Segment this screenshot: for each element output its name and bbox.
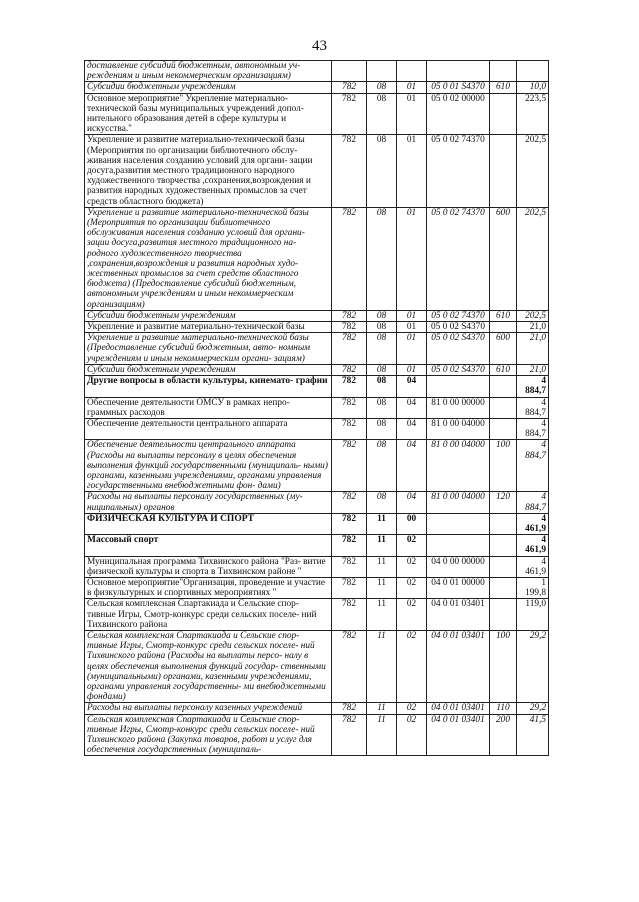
cell-target-article: 81 0 00 04000 <box>427 492 490 513</box>
cell-target-article: 81 0 00 04000 <box>427 440 490 492</box>
table-row <box>85 82 549 93</box>
cell-grbs-code: 782 <box>332 333 367 365</box>
cell-expense-type <box>490 577 517 598</box>
cell-section-code: 08 <box>367 418 397 439</box>
cell-section-code: 08 <box>367 207 397 310</box>
cell-subsection-code: 01 <box>397 322 427 333</box>
cell-target-article: 81 0 00 04000 <box>427 418 490 439</box>
cell-subsection-code: 01 <box>397 82 427 93</box>
cell-grbs-code: 782 <box>332 703 367 714</box>
cell-grbs-code: 782 <box>332 310 367 321</box>
cell-name: Массовый спорт <box>85 535 332 556</box>
cell-amount: 1 199,8 <box>517 577 549 598</box>
cell-amount <box>517 61 549 82</box>
cell-subsection-code: 02 <box>397 630 427 702</box>
cell-expense-type <box>490 322 517 333</box>
cell-expense-type <box>490 418 517 439</box>
cell-subsection-code: 01 <box>397 333 427 365</box>
cell-section-code: 11 <box>367 556 397 577</box>
cell-section-code: 11 <box>367 703 397 714</box>
cell-section-code: 08 <box>367 93 397 135</box>
cell-subsection-code: 02 <box>397 703 427 714</box>
cell-grbs-code: 782 <box>332 364 367 375</box>
cell-target-article: 05 0 02 74370 <box>427 135 490 207</box>
cell-name: Обеспечение деятельности центрального аппарата <box>85 418 332 439</box>
cell-expense-type: 110 <box>490 703 517 714</box>
cell-subsection-code: 01 <box>397 207 427 310</box>
table-row <box>85 135 549 207</box>
cell-amount: 4 884,7 <box>517 492 549 513</box>
page-number: 43 <box>312 38 327 54</box>
cell-amount: 4 884,7 <box>517 376 549 397</box>
cell-grbs-code: 782 <box>332 135 367 207</box>
cell-grbs-code: 782 <box>332 492 367 513</box>
cell-expense-type: 610 <box>490 82 517 93</box>
cell-name: Укрепление и развитие материально-технической базы (Мероприятия по организации библиотечного обслуживания населения созданию условий для органи- зации досуга,развития местного традиционного на- родного художественного творчества ,сохранения,возрождения и развития народных худо- жественных промыслов за счет средств областного бюджета) (Предоставление субсидий бюджетным, автономным учреждениям и иным некоммерческим организациям) <box>85 207 332 310</box>
cell-section-code: 08 <box>367 440 397 492</box>
cell-name: Основное мероприятие" Укрепление материально- технической базы муниципальных учреждений допол- нительного образования детей в сфере культуры и искусства." <box>85 93 332 135</box>
cell-subsection-code: 00 <box>397 513 427 534</box>
cell-grbs-code: 782 <box>332 577 367 598</box>
cell-target-article: 04 0 01 03401 <box>427 714 490 756</box>
table-row <box>85 364 549 375</box>
cell-expense-type: 600 <box>490 333 517 365</box>
cell-expense-type: 100 <box>490 630 517 702</box>
cell-grbs-code: 782 <box>332 376 367 397</box>
cell-target-article <box>427 535 490 556</box>
cell-expense-type <box>490 135 517 207</box>
cell-amount: 21,0 <box>517 333 549 365</box>
cell-target-article: 05 0 02 S4370 <box>427 322 490 333</box>
cell-expense-type <box>490 556 517 577</box>
cell-section-code: 11 <box>367 714 397 756</box>
cell-name: Расходы на выплаты персоналу государственных (му- ниципальных) органов <box>85 492 332 513</box>
cell-grbs-code: 782 <box>332 556 367 577</box>
cell-grbs-code: 782 <box>332 322 367 333</box>
table-row <box>85 376 549 397</box>
table-row <box>85 397 549 418</box>
budget-table <box>84 60 549 756</box>
cell-target-article: 05 0 02 S4370 <box>427 364 490 375</box>
cell-name: Субсидии бюджетным учреждениям <box>85 364 332 375</box>
cell-target-article <box>427 376 490 397</box>
cell-amount: 119,0 <box>517 599 549 631</box>
table-row <box>85 703 549 714</box>
cell-amount: 202,5 <box>517 135 549 207</box>
cell-name: Укрепление и развитие материально-технической базы <box>85 322 332 333</box>
cell-name: доставление субсидий бюджетным, автономным уч- реждениям и иным некоммерческим организациям) <box>85 61 332 82</box>
cell-expense-type: 600 <box>490 207 517 310</box>
table-row <box>85 492 549 513</box>
cell-amount: 29,2 <box>517 630 549 702</box>
table-row <box>85 207 549 310</box>
cell-section-code: 08 <box>367 364 397 375</box>
cell-grbs-code <box>332 61 367 82</box>
table-row <box>85 322 549 333</box>
cell-section-code: 08 <box>367 322 397 333</box>
cell-expense-type: 610 <box>490 310 517 321</box>
cell-section-code: 11 <box>367 599 397 631</box>
cell-amount: 4 884,7 <box>517 418 549 439</box>
cell-name: Субсидии бюджетным учреждениям <box>85 82 332 93</box>
table-row <box>85 61 549 82</box>
cell-subsection-code <box>397 61 427 82</box>
cell-subsection-code: 02 <box>397 714 427 756</box>
cell-expense-type: 610 <box>490 364 517 375</box>
cell-section-code: 11 <box>367 577 397 598</box>
budget-table-body <box>85 61 549 756</box>
cell-target-article <box>427 513 490 534</box>
table-row <box>85 599 549 631</box>
cell-subsection-code: 02 <box>397 556 427 577</box>
cell-amount: 223,5 <box>517 93 549 135</box>
cell-section-code: 08 <box>367 135 397 207</box>
cell-target-article: 05 0 01 S4370 <box>427 82 490 93</box>
cell-amount: 4 461,9 <box>517 556 549 577</box>
cell-grbs-code: 782 <box>332 82 367 93</box>
table-row <box>85 418 549 439</box>
cell-amount: 41,5 <box>517 714 549 756</box>
cell-expense-type <box>490 376 517 397</box>
cell-name: Сельская комплексная Спартакиада и Сельские спор- тивные Игры, Смотр-конкурс среди сельских поселе- ний Тихвинского района <box>85 599 332 631</box>
cell-subsection-code: 04 <box>397 376 427 397</box>
cell-name: ФИЗИЧЕСКАЯ КУЛЬТУРА И СПОРТ <box>85 513 332 534</box>
table-row <box>85 93 549 135</box>
cell-grbs-code: 782 <box>332 207 367 310</box>
cell-expense-type: 200 <box>490 714 517 756</box>
cell-name: Муниципальная программа Тихвинского района "Раз- витие физической культуры и спорта в Тихвинском районе " <box>85 556 332 577</box>
cell-target-article: 81 0 00 00000 <box>427 397 490 418</box>
cell-section-code: 08 <box>367 376 397 397</box>
cell-name: Сельская комплексная Спартакиада и Сельские спор- тивные Игры, Смотр-конкурс среди сельских поселе- ний Тихвинского района (Расходы на выплаты персо- налу в целях обеспечения выполнения функций государ- ственными (муниципальными) органами, казенными учреждениями, органами управления государственны- ми внебюджетными фондами) <box>85 630 332 702</box>
cell-name: Укрепление и развитие материально-технической базы (Предоставление субсидий бюджетным, авто- номным учреждениям и иным некоммерческим органи- зациям) <box>85 333 332 365</box>
cell-section-code: 11 <box>367 630 397 702</box>
table-row <box>85 630 549 702</box>
cell-section-code: 08 <box>367 397 397 418</box>
cell-section-code <box>367 61 397 82</box>
cell-amount: 4 884,7 <box>517 440 549 492</box>
cell-expense-type <box>490 513 517 534</box>
cell-grbs-code: 782 <box>332 440 367 492</box>
cell-name: Укрепление и развитие материально-технической базы (Мероприятия по организации библиотечного обслу- живания населения созданию условий для органи- зации досуга,развития местного традиционного народного художественного творчества ,сохранения,возрождения и развития народных художественных промыслов за счет средств областного бюджета) <box>85 135 332 207</box>
cell-subsection-code: 04 <box>397 397 427 418</box>
cell-subsection-code: 02 <box>397 577 427 598</box>
cell-target-article: 05 0 02 S4370 <box>427 333 490 365</box>
cell-amount: 29,2 <box>517 703 549 714</box>
cell-grbs-code: 782 <box>332 418 367 439</box>
cell-amount: 202,5 <box>517 207 549 310</box>
cell-section-code: 08 <box>367 492 397 513</box>
cell-target-article: 04 0 00 00000 <box>427 556 490 577</box>
cell-section-code: 08 <box>367 310 397 321</box>
cell-target-article: 04 0 01 03401 <box>427 703 490 714</box>
cell-name: Субсидии бюджетным учреждениям <box>85 310 332 321</box>
cell-grbs-code: 782 <box>332 599 367 631</box>
cell-target-article: 05 0 02 74370 <box>427 207 490 310</box>
cell-amount: 10,0 <box>517 82 549 93</box>
cell-amount: 4 461,9 <box>517 535 549 556</box>
cell-name: Обеспечение деятельности центрального аппарата (Расходы на выплаты персоналу в целях обеспечения выполнения функций государственными (муниципаль- ными) органами, казенными учреждениями, органами управления государственными внебюджетными фон- дами) <box>85 440 332 492</box>
cell-subsection-code: 02 <box>397 599 427 631</box>
cell-expense-type: 100 <box>490 440 517 492</box>
cell-grbs-code: 782 <box>332 397 367 418</box>
cell-target-article: 04 0 01 00000 <box>427 577 490 598</box>
cell-expense-type <box>490 599 517 631</box>
cell-subsection-code: 01 <box>397 310 427 321</box>
cell-section-code: 08 <box>367 82 397 93</box>
cell-expense-type <box>490 397 517 418</box>
cell-expense-type <box>490 61 517 82</box>
cell-expense-type: 120 <box>490 492 517 513</box>
cell-section-code: 08 <box>367 333 397 365</box>
cell-subsection-code: 02 <box>397 535 427 556</box>
table-row <box>85 577 549 598</box>
table-row <box>85 440 549 492</box>
cell-expense-type <box>490 535 517 556</box>
cell-expense-type <box>490 93 517 135</box>
table-row <box>85 535 549 556</box>
cell-grbs-code: 782 <box>332 630 367 702</box>
cell-target-article: 04 0 01 03401 <box>427 599 490 631</box>
cell-name: Расходы на выплаты персоналу казенных учреждений <box>85 703 332 714</box>
cell-name: Сельская комплексная Спартакиада и Сельские спор- тивные Игры, Смотр-конкурс среди сельских поселе- ний Тихвинского района (Закупка товаров, работ и услуг для обеспечения государственных (муниципаль- <box>85 714 332 756</box>
cell-subsection-code: 04 <box>397 418 427 439</box>
cell-subsection-code: 04 <box>397 492 427 513</box>
cell-amount: 4 461,9 <box>517 513 549 534</box>
cell-grbs-code: 782 <box>332 513 367 534</box>
table-row <box>85 556 549 577</box>
cell-subsection-code: 01 <box>397 135 427 207</box>
table-row <box>85 310 549 321</box>
table-row <box>85 333 549 365</box>
cell-target-article: 05 0 02 00000 <box>427 93 490 135</box>
cell-amount: 4 884,7 <box>517 397 549 418</box>
cell-name: Обеспечение деятельности ОМСУ в рамках непро- граммных расходов <box>85 397 332 418</box>
cell-subsection-code: 04 <box>397 440 427 492</box>
cell-amount: 21,0 <box>517 364 549 375</box>
table-row <box>85 513 549 534</box>
cell-name: Основное мероприятие"Организация, проведение и участие в физкультурных и спортивных мероприятиях " <box>85 577 332 598</box>
cell-target-article: 04 0 01 03401 <box>427 630 490 702</box>
cell-grbs-code: 782 <box>332 93 367 135</box>
cell-subsection-code: 01 <box>397 364 427 375</box>
cell-target-article <box>427 61 490 82</box>
table-row <box>85 714 549 756</box>
cell-section-code: 11 <box>367 535 397 556</box>
cell-grbs-code: 782 <box>332 714 367 756</box>
cell-amount: 202,5 <box>517 310 549 321</box>
cell-grbs-code: 782 <box>332 535 367 556</box>
cell-target-article: 05 0 02 74370 <box>427 310 490 321</box>
cell-subsection-code: 01 <box>397 93 427 135</box>
cell-name: Другие вопросы в области культуры, кинемато- графии <box>85 376 332 397</box>
cell-amount: 21,0 <box>517 322 549 333</box>
cell-section-code: 11 <box>367 513 397 534</box>
